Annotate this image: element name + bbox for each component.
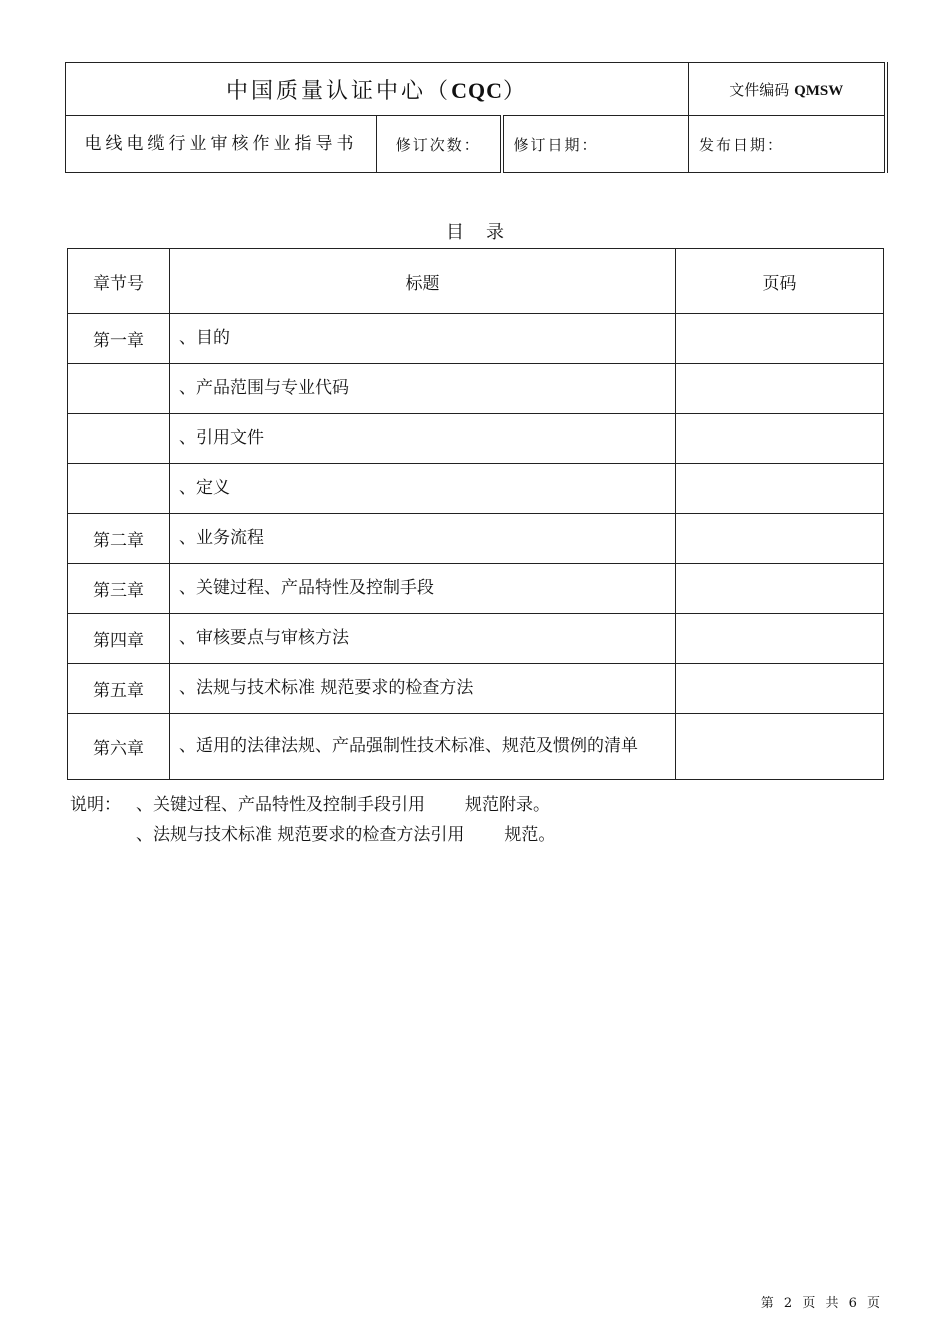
toc-page-number: [676, 364, 884, 414]
toc-page-number: [676, 514, 884, 564]
note-line-1-text: 、关键过程、产品特性及控制手段引用: [136, 795, 425, 815]
note-line-2-text: 、法规与技术标准 规范要求的检查方法引用: [136, 825, 465, 845]
toc-chapter: 第三章: [68, 564, 170, 614]
toc-row: [68, 464, 884, 514]
toc-page-number: [676, 664, 884, 714]
toc-entry-title: 、引用文件: [170, 414, 676, 464]
document-header-table: [65, 62, 888, 173]
toc-row: [68, 414, 884, 464]
toc-page-number: [676, 714, 884, 780]
publish-date-label: 发布日期：: [689, 116, 886, 173]
toc-entry-title: 、关键过程、产品特性及控制手段: [170, 564, 676, 614]
document-code: [689, 63, 886, 116]
toc-chapter: 第二章: [68, 514, 170, 564]
revision-date-label: 修订日期：: [502, 116, 689, 173]
toc-row: [68, 564, 884, 614]
toc-page-number: [676, 464, 884, 514]
toc-entry-title: 、目的: [170, 314, 676, 364]
organization-name: [66, 63, 689, 116]
toc-page-number: [676, 414, 884, 464]
toc-entry-title: 、法规与技术标准 规范要求的检查方法: [170, 664, 676, 714]
toc-chapter: 第六章: [68, 714, 170, 780]
toc-chapter: [68, 364, 170, 414]
note-line-1: [136, 790, 550, 820]
doc-code-label: 文件编码: [729, 80, 790, 99]
toc-chapter: 第五章: [68, 664, 170, 714]
toc-chapter: [68, 414, 170, 464]
note-line-1-ref: 规范附录。: [465, 795, 550, 815]
toc-page-number: [676, 614, 884, 664]
toc-entry-title: 、定义: [170, 464, 676, 514]
document-name: 电线电缆行业审核作业指导书: [66, 116, 377, 173]
org-name-suffix: ）: [502, 78, 528, 104]
toc-chapter: [68, 464, 170, 514]
toc-row: [68, 614, 884, 664]
column-header-title: 标题: [170, 249, 676, 314]
toc-row: [68, 714, 884, 780]
toc-chapter: 第四章: [68, 614, 170, 664]
note-line-2: [136, 820, 555, 850]
toc-row: [68, 364, 884, 414]
page-footer: 第 2 页 共 6 页: [760, 1296, 883, 1311]
toc-table: [67, 248, 884, 780]
toc-title: 目录: [446, 222, 526, 243]
explanation-note: [70, 790, 555, 850]
note-label: 说明：: [70, 795, 121, 815]
toc-header-row: [68, 249, 884, 314]
toc-entry-title: 、审核要点与审核方法: [170, 614, 676, 664]
org-code: CQC: [451, 77, 503, 103]
toc-entry-title: 、适用的法律法规、产品强制性技术标准、规范及惯例的清单: [170, 714, 676, 780]
toc-page-number: [676, 314, 884, 364]
doc-code-value: QMSW: [794, 82, 844, 99]
column-header-chapter: 章节号: [68, 249, 170, 314]
toc-row: [68, 664, 884, 714]
note-line-2-ref: 规范。: [504, 825, 556, 845]
toc-chapter: 第一章: [68, 314, 170, 364]
toc-row: [68, 514, 884, 564]
toc-row: [68, 314, 884, 364]
org-name-text: 中国质量认证中心（: [226, 78, 452, 104]
column-header-page: 页码: [676, 249, 884, 314]
toc-entry-title: 、产品范围与专业代码: [170, 364, 676, 414]
toc-entry-title: 、业务流程: [170, 514, 676, 564]
toc-page-number: [676, 564, 884, 614]
revision-count-label: 修订次数：: [377, 116, 502, 173]
